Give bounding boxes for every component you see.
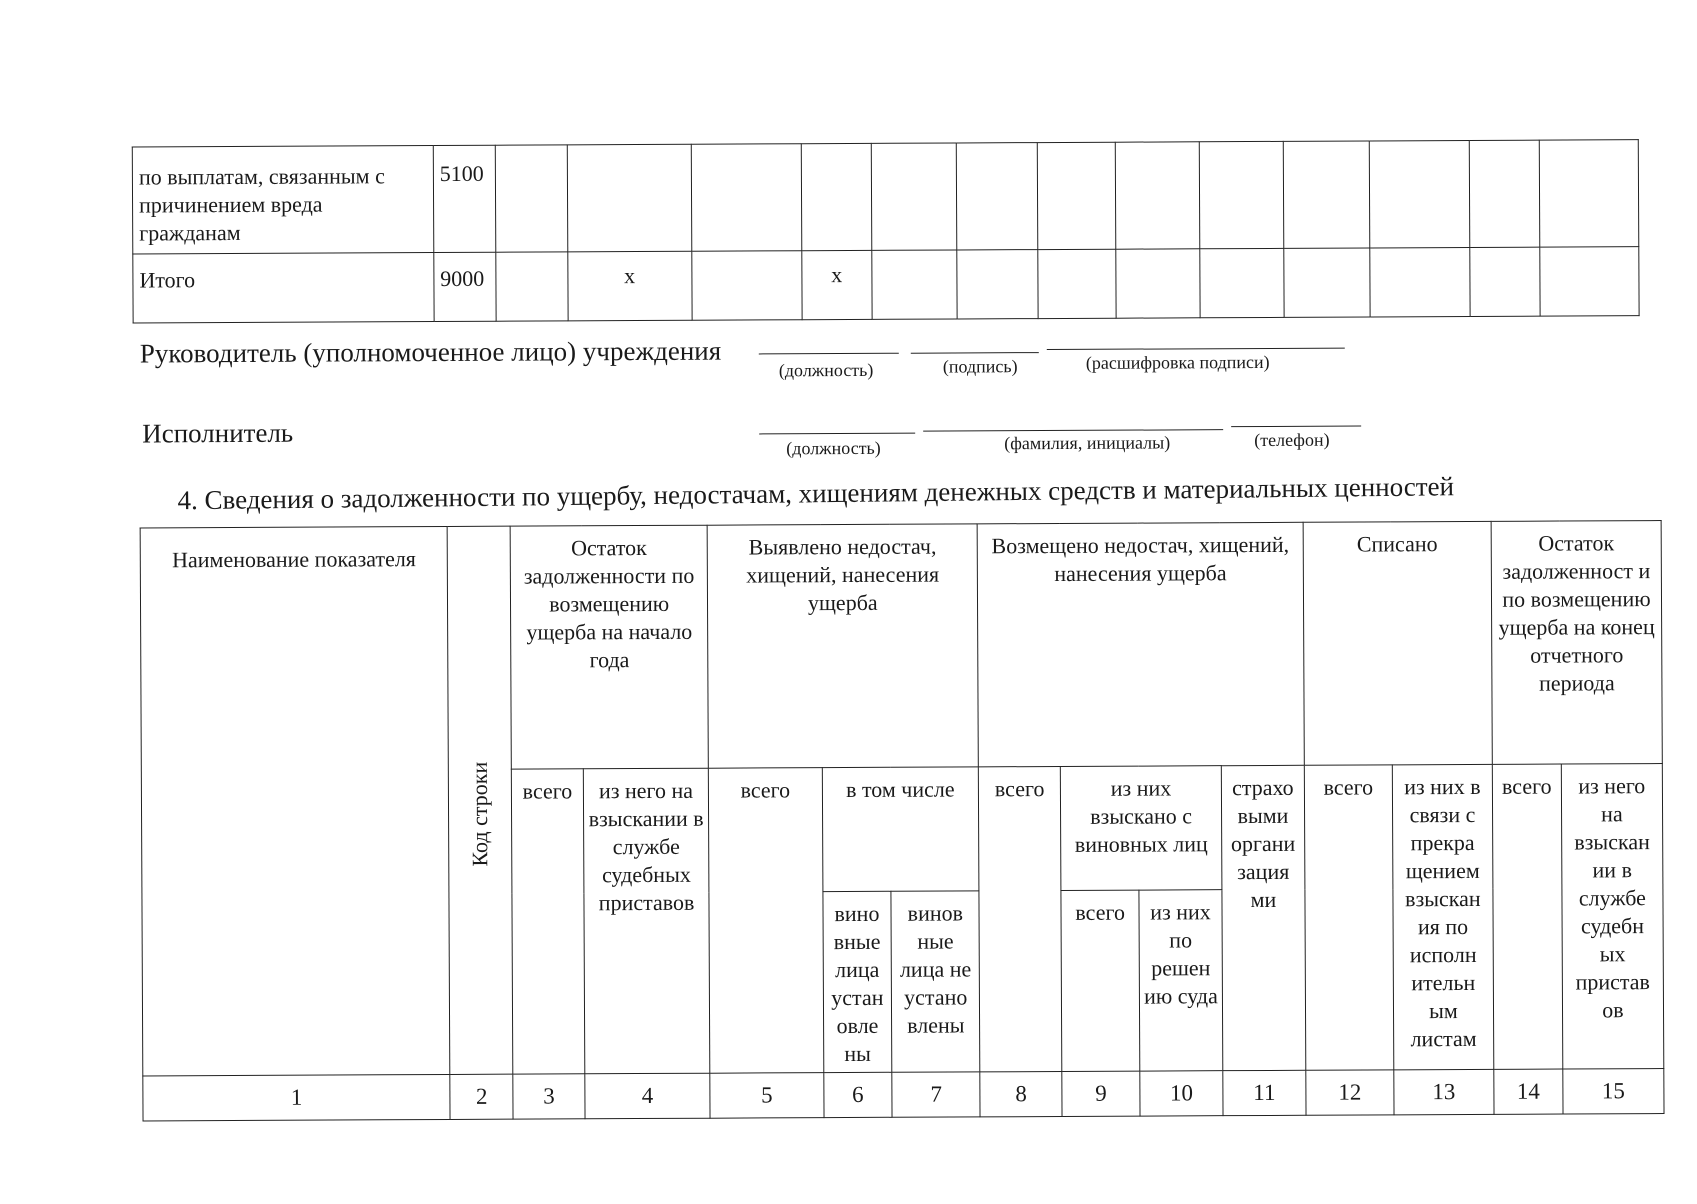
table-cell bbox=[495, 145, 567, 252]
column-number: 7 bbox=[892, 1072, 980, 1117]
header-col-6: вино вные лица устан овле ны bbox=[822, 891, 892, 1072]
column-number: 1 bbox=[143, 1074, 451, 1121]
table-row bbox=[133, 247, 1639, 323]
header-found-shortages: Выявлено недостач, хищений, нанесения ущерба bbox=[707, 524, 978, 768]
header-col-4: из него на взыскании в службе судебных приставов bbox=[583, 768, 710, 1074]
table-cell bbox=[956, 143, 1038, 250]
header-including: в том числе bbox=[822, 767, 979, 892]
table-cell bbox=[1370, 247, 1471, 316]
column-number: 9 bbox=[1062, 1071, 1140, 1116]
section-title: 4. Сведения о задолженности по ущербу, недостачам, хищениям денежных средств и материальных ценностей bbox=[177, 471, 1455, 516]
table-cell bbox=[1469, 140, 1539, 247]
table-row bbox=[132, 140, 1639, 254]
signature-caption: (подпись) bbox=[942, 356, 1018, 377]
table-cell bbox=[1539, 140, 1639, 247]
executor-name-caption: (фамилия, инициалы) bbox=[1004, 432, 1171, 454]
executor-phone-caption: (телефон) bbox=[1254, 429, 1330, 451]
row-name: Итого bbox=[133, 253, 434, 323]
table-cell bbox=[1283, 141, 1369, 248]
header-opening-balance: Остаток задолженности по возмещению ущерба на начало года bbox=[510, 525, 708, 769]
table-cell bbox=[496, 252, 568, 321]
header-col-8: всего bbox=[979, 766, 1062, 1071]
column-number: 6 bbox=[823, 1072, 892, 1117]
column-number: 2 bbox=[450, 1074, 513, 1119]
row-name: по выплатам, связанным с причинением вреда гражданам bbox=[132, 146, 433, 254]
column-number: 10 bbox=[1140, 1071, 1223, 1116]
header-row-code-label: Код строки bbox=[467, 762, 493, 867]
header-col-13: из них в связи с прекра щением взыскан ия по исполн ительн ым листам bbox=[1392, 764, 1494, 1069]
executor-position-line[interactable] bbox=[759, 433, 915, 435]
position-line[interactable] bbox=[759, 353, 899, 355]
header-col-9: всего bbox=[1061, 890, 1140, 1071]
signature-decoding-caption: (расшифровка подписи) bbox=[1085, 351, 1270, 373]
column-number: 5 bbox=[710, 1073, 823, 1119]
table-cell bbox=[567, 144, 691, 252]
header-indicator-name: Наименование показателя bbox=[140, 526, 450, 1075]
executor-label: Исполнитель bbox=[142, 417, 294, 449]
column-number: 13 bbox=[1394, 1069, 1494, 1114]
signature-line[interactable] bbox=[911, 352, 1039, 354]
signature-decoding-line[interactable] bbox=[1047, 348, 1345, 350]
executor-phone-line[interactable] bbox=[1231, 425, 1361, 427]
header-col-5: всего bbox=[709, 768, 824, 1074]
column-number: 12 bbox=[1306, 1070, 1394, 1115]
table-cell bbox=[1369, 140, 1470, 247]
header-col-15: из него на взыскан ии в службе судебн ых пристав ов bbox=[1561, 764, 1664, 1069]
position-caption: (должность) bbox=[778, 359, 874, 381]
header-row-1 bbox=[140, 521, 1662, 771]
column-number: 15 bbox=[1563, 1069, 1664, 1114]
table-cell bbox=[1539, 247, 1639, 316]
column-number: 3 bbox=[513, 1074, 585, 1119]
table-cell bbox=[871, 250, 956, 319]
table-cell bbox=[1200, 248, 1284, 317]
row-code: 9000 bbox=[434, 252, 497, 321]
head-signature-label: Руководитель (уполномоченное лицо) учреждения bbox=[139, 335, 722, 369]
table-cell bbox=[691, 144, 802, 252]
table-cell: х bbox=[802, 250, 872, 319]
table-cell bbox=[691, 251, 802, 321]
header-col-12: всего bbox=[1304, 765, 1393, 1070]
header-col-3: всего bbox=[511, 769, 584, 1074]
table-cell bbox=[871, 143, 956, 250]
header-closing-balance: Остаток задолженност и по возмещению ущерба на конец отчетного периода bbox=[1491, 521, 1662, 765]
table-cell bbox=[801, 143, 871, 250]
table-cell bbox=[1470, 247, 1540, 316]
header-compensated: Возмещено недостач, хищений, нанесения ущерба bbox=[977, 522, 1304, 767]
table-cell bbox=[1284, 248, 1370, 317]
header-from-culprits: из них взыскано с виновных лиц bbox=[1061, 766, 1222, 891]
header-written-off: Списано bbox=[1303, 521, 1492, 765]
table-cell: х bbox=[568, 251, 692, 321]
table-cell bbox=[1038, 249, 1116, 318]
header-col-14: всего bbox=[1492, 764, 1562, 1069]
column-number: 8 bbox=[980, 1071, 1062, 1116]
table-cell bbox=[1115, 142, 1199, 249]
header-col-7: винов ные лица не устано влены bbox=[891, 891, 980, 1072]
header-col-10: из них по решен ию суда bbox=[1139, 890, 1223, 1071]
row-code: 5100 bbox=[433, 145, 496, 252]
header-col-11: страхо выми органи зация ми bbox=[1221, 765, 1305, 1070]
executor-name-line[interactable] bbox=[923, 429, 1223, 431]
table-cell bbox=[1038, 142, 1116, 249]
table-cell bbox=[1116, 249, 1200, 318]
column-number: 11 bbox=[1223, 1070, 1306, 1115]
column-number-row bbox=[143, 1069, 1664, 1121]
executor-position-caption: (должность) bbox=[786, 437, 881, 459]
table-cell bbox=[1199, 141, 1283, 248]
header-row-code bbox=[448, 526, 513, 1074]
damage-debt-table bbox=[140, 520, 1665, 1121]
column-number: 4 bbox=[585, 1073, 711, 1119]
column-number: 14 bbox=[1494, 1069, 1563, 1114]
previous-section-table bbox=[132, 139, 1640, 323]
table-cell bbox=[956, 250, 1038, 319]
